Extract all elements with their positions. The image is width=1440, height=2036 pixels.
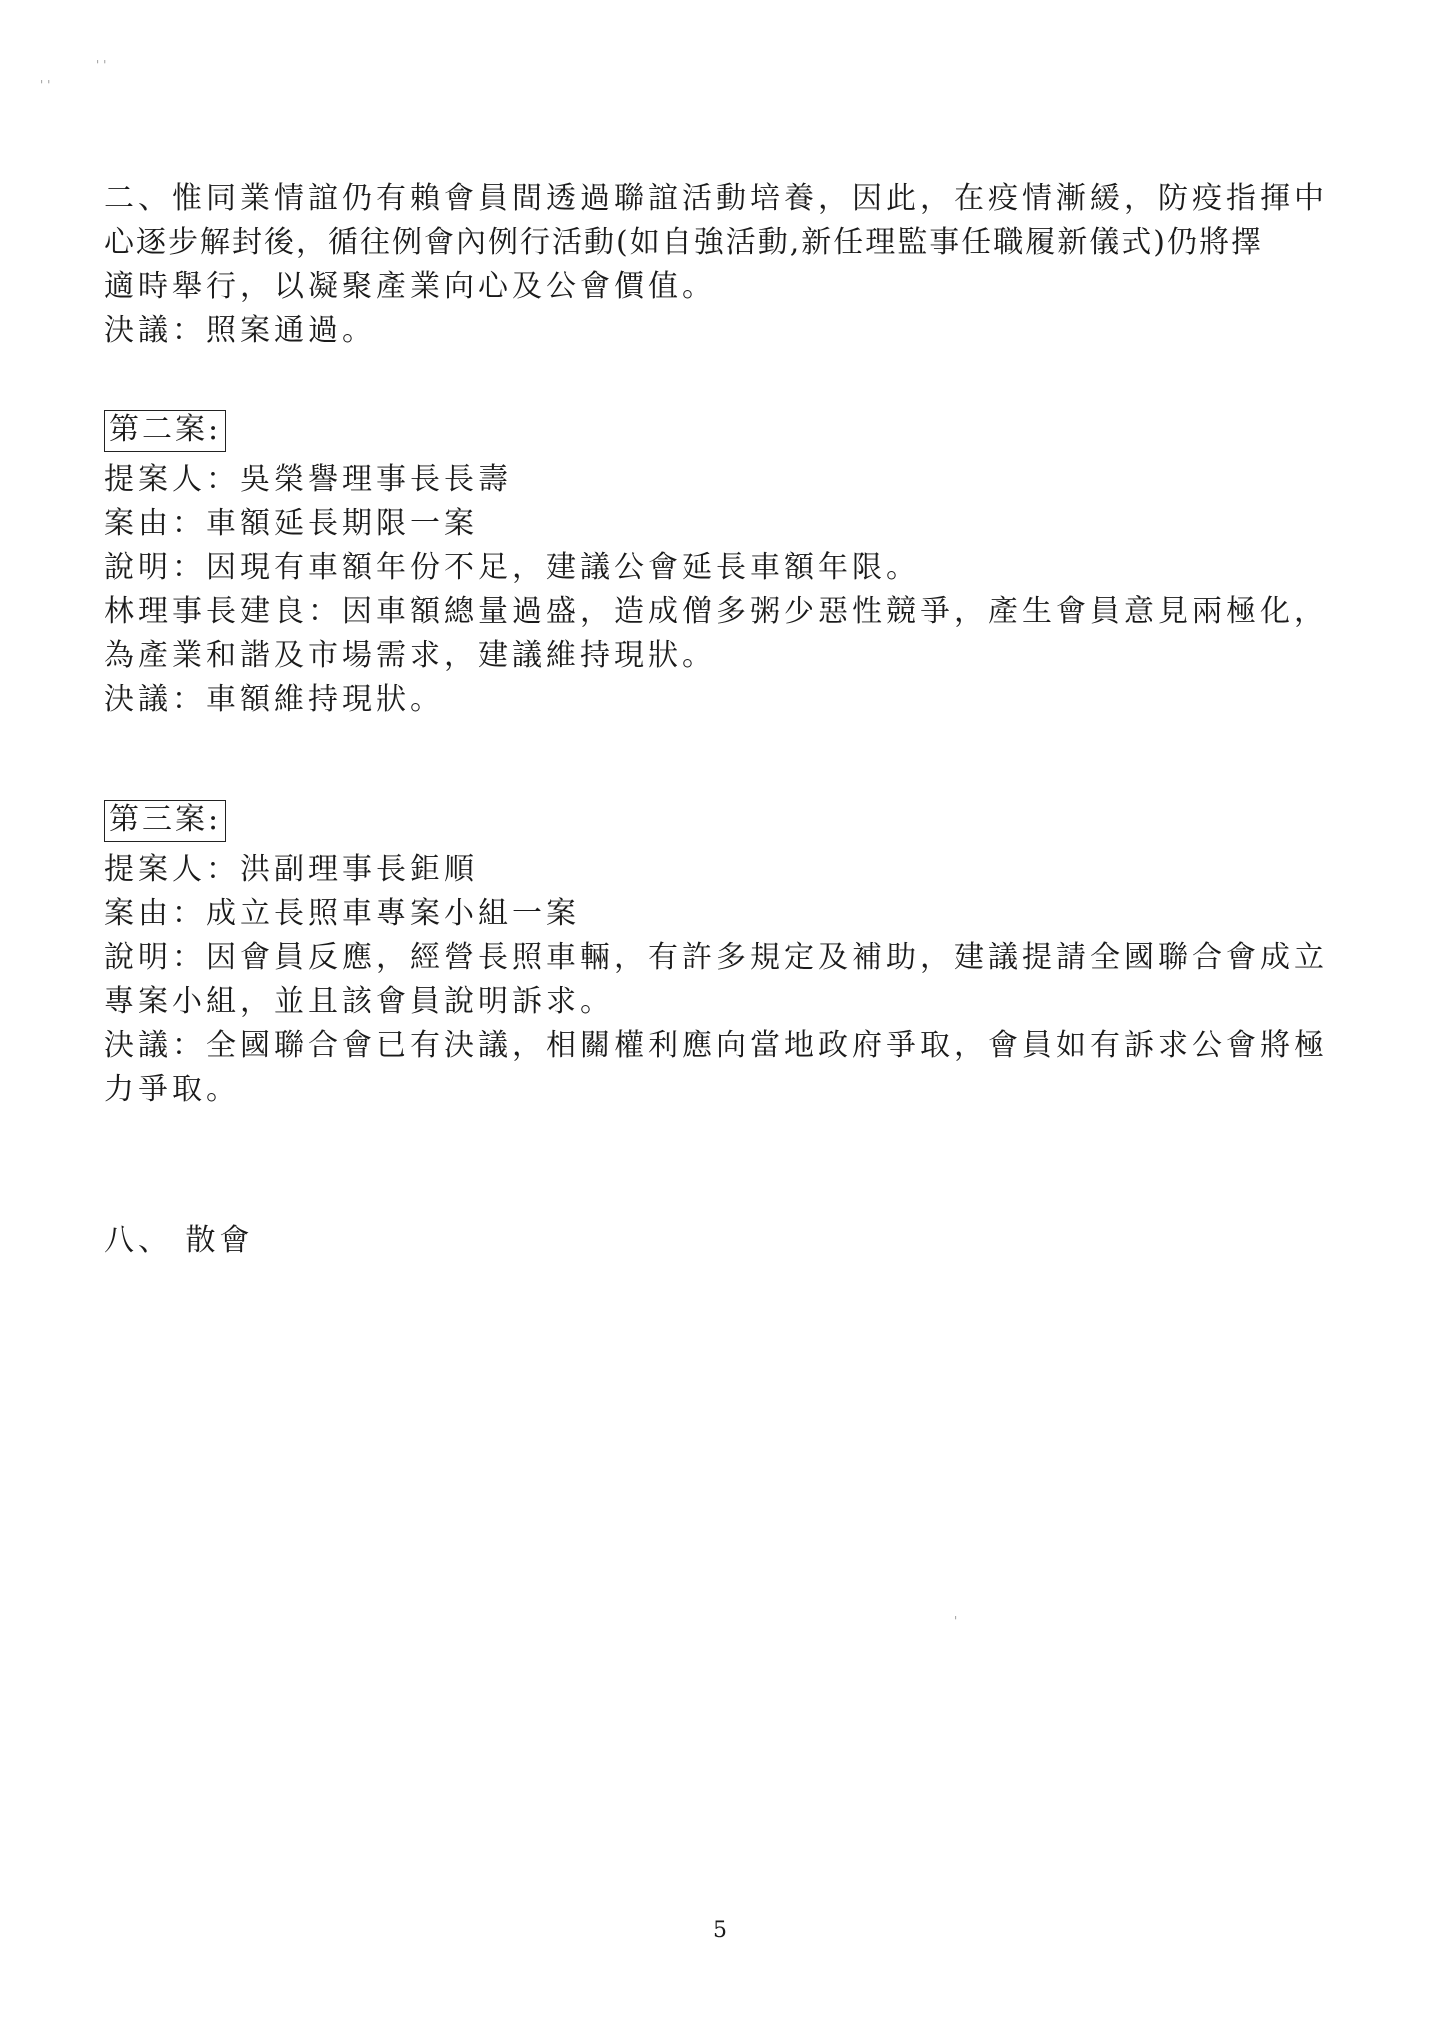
- intro-line: 適時舉行，以凝聚產業向心及公會價值。: [104, 269, 716, 304]
- closing-section: [104, 1219, 1344, 1263]
- case-2-section: [104, 410, 1344, 722]
- intro-line: 心逐步解封後，循往例會內例行活動(如自強活動,新任理監事任職履新儀式)仍將擇: [104, 225, 1263, 260]
- case-3-resolution: 力爭取。: [104, 1072, 240, 1107]
- case-3-explanation: 說明：因會員反應，經營長照車輛，有許多規定及補助，建議提請全國聯合會成立: [104, 940, 1328, 975]
- intro-line: 二、惟同業情誼仍有賴會員間透過聯誼活動培養，因此，在疫情漸緩，防疫指揮中: [104, 181, 1328, 216]
- case-2-resolution: 決議：車額維持現狀。: [104, 682, 444, 717]
- scan-speck: ' ': [96, 58, 107, 72]
- scan-speck: ' ': [40, 78, 51, 92]
- case-3-resolution: 決議：全國聯合會已有決議，相關權利應向當地政府爭取，會員如有訴求公會將極: [104, 1028, 1328, 1063]
- case-2-comment: 為產業和諧及市場需求，建議維持現狀。: [104, 638, 716, 673]
- case-2-label: 第二案:: [104, 410, 226, 452]
- intro-section: [104, 177, 1344, 353]
- scan-speck: ': [954, 1614, 958, 1628]
- case-3-subject: 案由：成立長照車專案小組一案: [104, 896, 580, 931]
- case-3-label: 第三案:: [104, 800, 226, 842]
- page-number: 5: [713, 1918, 727, 1943]
- case-3-explanation: 專案小組，並且該會員說明訴求。: [104, 984, 614, 1019]
- case-3-section: [104, 800, 1344, 1112]
- case-2-explanation: 說明：因現有車額年份不足，建議公會延長車額年限。: [104, 550, 920, 585]
- case-2-comment: 林理事長建良：因車額總量過盛，造成僧多粥少惡性競爭，產生會員意見兩極化，: [104, 594, 1328, 629]
- case-3-proposer: 提案人：洪副理事長鉅順: [104, 852, 478, 887]
- case-2-proposer: 提案人：吳榮譽理事長長壽: [104, 462, 512, 497]
- adjournment: 八、 散會: [104, 1223, 254, 1258]
- intro-resolution: 決議：照案通過。: [104, 313, 376, 348]
- case-2-subject: 案由：車額延長期限一案: [104, 506, 478, 541]
